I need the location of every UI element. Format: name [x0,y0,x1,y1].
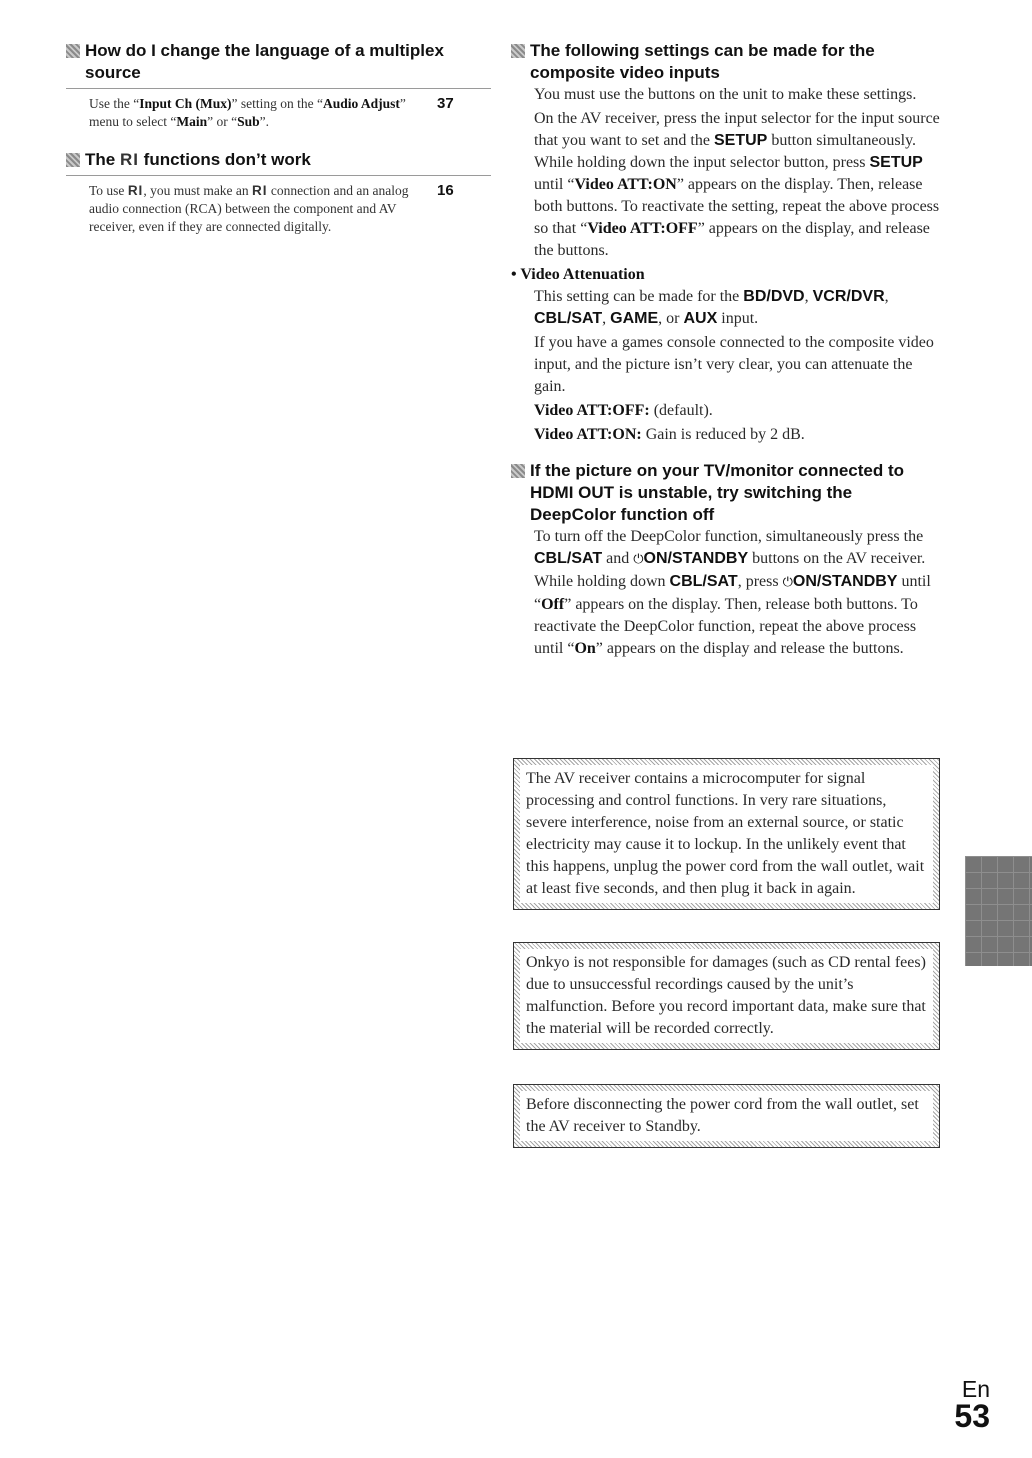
bullet-square-icon [66,44,80,58]
ri-logo-icon: RI [127,183,144,198]
right-column: The following settings can be made for the composite video inputs You must use the buttons on the unit to make these settings. On the AV receiver, press the input selector for the input source that you want to set and the SETUP button simultaneously. While holding down the input selector button, press SETUP until “Video ATT:ON” appears on the display. Then, release both buttons. To reactivate the setting, repeat the above process so that “Video ATT:OFF” appears on the display, and release the buttons. • Video Attenuation This setting can be made for the BD/DVD, VCR/DVR, CBL/SAT, GAME, or AUX input. If you have a games console connected to the composite video input, and the picture isn’t very clear, you can attenuate the gain. Video ATT:OFF: (default). Video ATT:ON: Gain is reduced by 2 dB. If the picture on your TV/monitor connected to HDMI OUT is unstable, try switching the DeepColor function off To turn off the DeepColor function, simultaneously press the CBL/SAT and ⏻ON/STANDBY buttons on the AV receiver. While holding down CBL/SAT, press ⏻ON/STANDBY until “Off” appears on the display. Then, release both buttons. To reactivate the DeepColor function, repeat the above process until “On” appears on the display and release the buttons. [511,40,941,662]
question-heading-ri: The RI functions don’t work [66,149,491,176]
power-icon: ⏻ [782,575,793,590]
bullet-square-icon [511,44,525,58]
chapter-side-tab [965,856,1032,966]
section-body-deepcolor: To turn off the DeepColor function, simultaneously press the CBL/SAT and ⏻ON/STANDBY buttons on the AV receiver. While holding down CBL/SAT, press ⏻ON/STANDBY until “Off” appears on the display. Then, release both buttons. To reactivate the DeepColor function, repeat the above process until “On” appears on the display and release the buttons. [534,528,931,657]
page-reference: 37 [437,95,454,112]
bullet-video-attenuation: • Video Attenuation [511,266,645,283]
section-body-composite: You must use the buttons on the unit to make these settings. On the AV receiver, press the input selector for the input source that you want to set and the SETUP button simultaneously. While holding down the input selector button, press SETUP until “Video ATT:ON” appears on the display. Then, release both buttons. To reactivate the setting, repeat the above process so that “Video ATT:OFF” appears on the display, and release the buttons. [534,86,940,259]
ri-logo-icon: RI [119,150,139,169]
ri-logo-icon: RI [252,183,268,198]
bullet-square-icon [66,153,80,167]
note-box-standby: Before disconnecting the power cord from the wall outlet, set the AV receiver to Standby. [513,1084,940,1148]
section-heading-deepcolor: If the picture on your TV/monitor connected to HDMI OUT is unstable, try switching the DeepColor function off [511,460,941,526]
page-number: 53 [954,1398,990,1434]
bullet-square-icon [511,464,525,478]
left-column [66,40,491,236]
section-heading-composite: The following settings can be made for the composite video inputs [511,40,941,84]
note-box-microcomputer: The AV receiver contains a microcomputer for signal processing and control functions. In very rare situations, severe interference, noise from an external source, or static electricity may cause it to lockup. In the unlikely event that this happens, unplug the power cord from the wall outlet, wait at least five seconds, and then plug it back in again. [513,758,940,910]
question-heading-multiplex: How do I change the language of a multiplex source [66,40,491,89]
page-reference: 16 [437,182,454,199]
power-icon: ⏻ [633,552,644,567]
answer-multiplex: Use the “Input Ch (Mux)” setting on the “Audio Adjust” menu to select “Main” or “Sub”. 37 [89,95,454,129]
page-language: En [961,1376,990,1402]
answer-ri: To use RI, you must make an RI connection and an analog audio connection (RCA) between the component and AV receiver, even if they are connected digitally. 16 [89,182,454,234]
note-box-liability: Onkyo is not responsible for damages (such as CD rental fees) due to unsuccessful recordings caused by the unit’s malfunction. Before you record important data, make sure that the material will be recorded correctly. [513,942,940,1050]
